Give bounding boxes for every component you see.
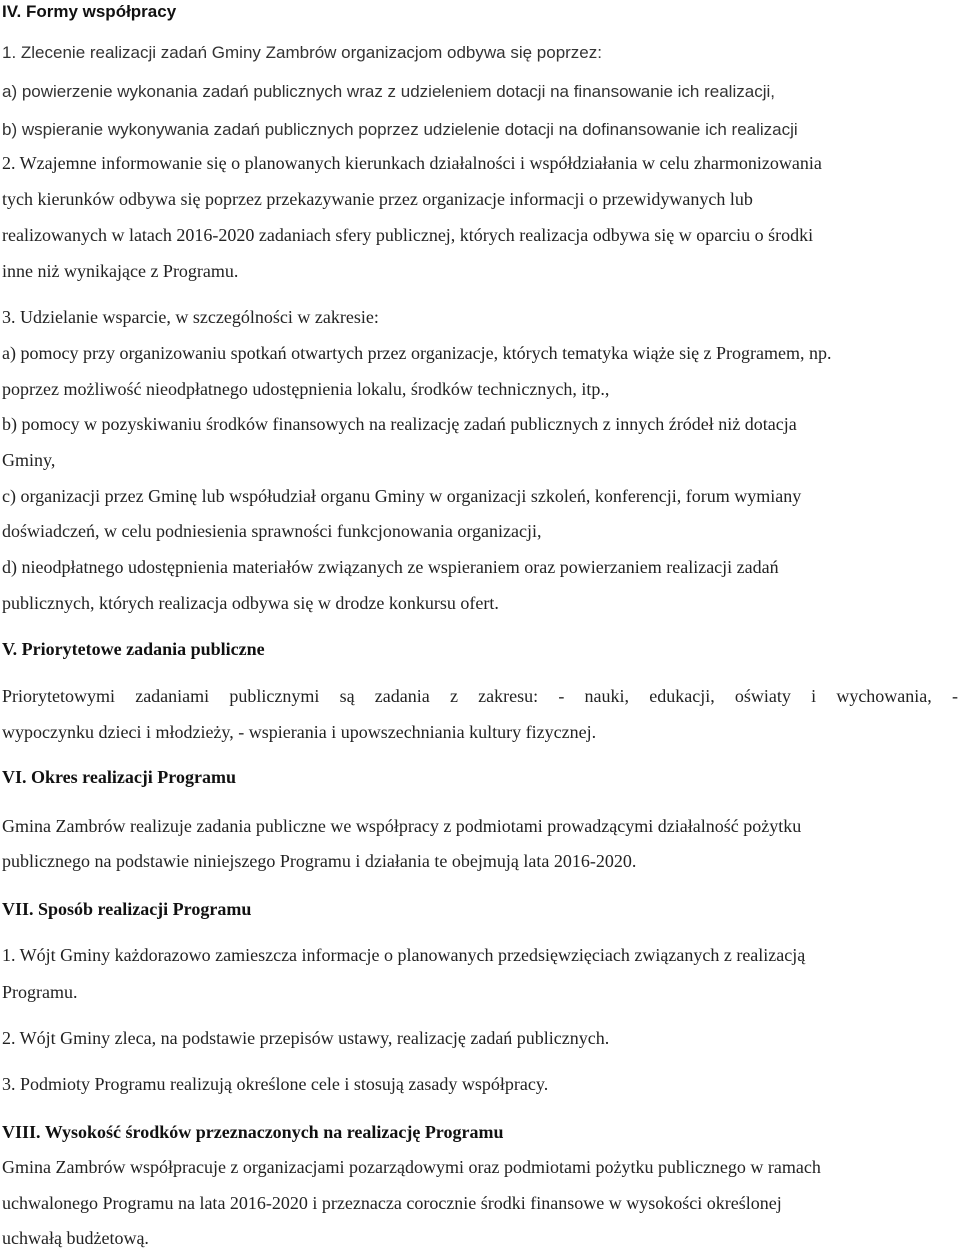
section-iv-p3-line-4: b) pomocy w pozyskiwaniu środków finansowych na realizację zadań publicznych z innych źródeł niż dotacja bbox=[2, 414, 797, 434]
section-iv-p3-line-9: publicznych, których realizacja odbywa się w drodze konkursu ofert. bbox=[2, 593, 499, 613]
section-iv-p1-line-3: b) wspieranie wykonywania zadań publicznych poprzez udzielenie dotacji na dofinansowanie ich realizacji bbox=[2, 120, 798, 139]
section-vii-line-3: 2. Wójt Gminy zleca, na podstawie przepisów ustawy, realizację zadań publicznych. bbox=[2, 1028, 610, 1048]
section-viii-line-3: uchwałą budżetową. bbox=[2, 1228, 149, 1248]
section-iv-p2-line-1: 2. Wzajemne informowanie się o planowanych kierunkach działalności i współdziałania w celu zharmonizowania bbox=[2, 153, 822, 173]
section-iv-heading: IV. Formy współpracy bbox=[2, 2, 177, 21]
section-iv-p1-line-1: 1. Zlecenie realizacji zadań Gminy Zambrów organizacjom odbywa się poprzez: bbox=[2, 43, 602, 62]
section-iv-p3-line-7: doświadczeń, w celu podniesienia sprawności funkcjonowania organizacji, bbox=[2, 521, 542, 541]
section-viii-line-1: Gmina Zambrów współpracuje z organizacjami pozarządowymi oraz podmiotami pożytku publicznego w ramach bbox=[2, 1157, 821, 1177]
section-viii-line-2: uchwalonego Programu na lata 2016-2020 i przeznacza corocznie środki finansowe w wysokości określonej bbox=[2, 1193, 782, 1213]
section-v-line-2: wypoczynku dzieci i młodzieży, - wspierania i upowszechniania kultury fizycznej. bbox=[2, 722, 597, 742]
section-iv-p3-line-6: c) organizacji przez Gminę lub współudział organu Gminy w organizacji szkoleń, konferencji, forum wymiany bbox=[2, 486, 802, 506]
section-v-line-1: Priorytetowymi zadaniami publicznymi są zadania z zakresu: - nauki, edukacji, oświaty i wychowania, - bbox=[2, 686, 958, 706]
section-vi-line-1: Gmina Zambrów realizuje zadania publiczne we współpracy z podmiotami prowadzącymi działalność pożytku bbox=[2, 816, 802, 836]
section-vi-heading: VI. Okres realizacji Programu bbox=[2, 767, 236, 787]
section-iv-p2-line-3: realizowanych w latach 2016-2020 zadaniach sfery publicznej, których realizacja odbywa się w oparciu o środki bbox=[2, 225, 814, 245]
section-viii-heading: VIII. Wysokość środków przeznaczonych na realizację Programu bbox=[2, 1122, 504, 1142]
section-iv-p3-line-3: poprzez możliwość nieodpłatnego udostępnienia lokalu, środków technicznych, itp., bbox=[2, 379, 610, 399]
section-vii-line-2: Programu. bbox=[2, 982, 78, 1002]
section-iv-p3-line-8: d) nieodpłatnego udostępnienia materiałów związanych ze wspieraniem oraz powierzaniem realizacji zadań bbox=[2, 557, 779, 577]
section-iv-p1-line-2: a) powierzenie wykonania zadań publicznych wraz z udzieleniem dotacji na finansowanie ich realizacji, bbox=[2, 82, 775, 101]
section-iv-p2-line-2: tych kierunków odbywa się poprzez przekazywanie przez organizacje informacji o przewidywanych lub bbox=[2, 189, 753, 209]
section-iv-p3-line-5: Gminy, bbox=[2, 450, 56, 470]
section-vii-heading: VII. Sposób realizacji Programu bbox=[2, 899, 252, 919]
section-iv-p2-line-4: inne niż wynikające z Programu. bbox=[2, 261, 239, 281]
section-vii-line-1: 1. Wójt Gminy każdorazowo zamieszcza informacje o planowanych przedsięwzięciach związanych z realizacją bbox=[2, 945, 806, 965]
section-vi-line-2: publicznego na podstawie niniejszego Programu i działania te obejmują lata 2016-2020. bbox=[2, 851, 637, 871]
section-v-heading: V. Priorytetowe zadania publiczne bbox=[2, 639, 265, 659]
section-iv-p3-line-1: 3. Udzielanie wsparcie, w szczególności w zakresie: bbox=[2, 307, 379, 327]
section-vii-line-4: 3. Podmioty Programu realizują określone cele i stosują zasady współpracy. bbox=[2, 1074, 549, 1094]
section-iv-p3-line-2: a) pomocy przy organizowaniu spotkań otwartych przez organizacje, których tematyka wiąże się z Programem, np. bbox=[2, 343, 832, 363]
